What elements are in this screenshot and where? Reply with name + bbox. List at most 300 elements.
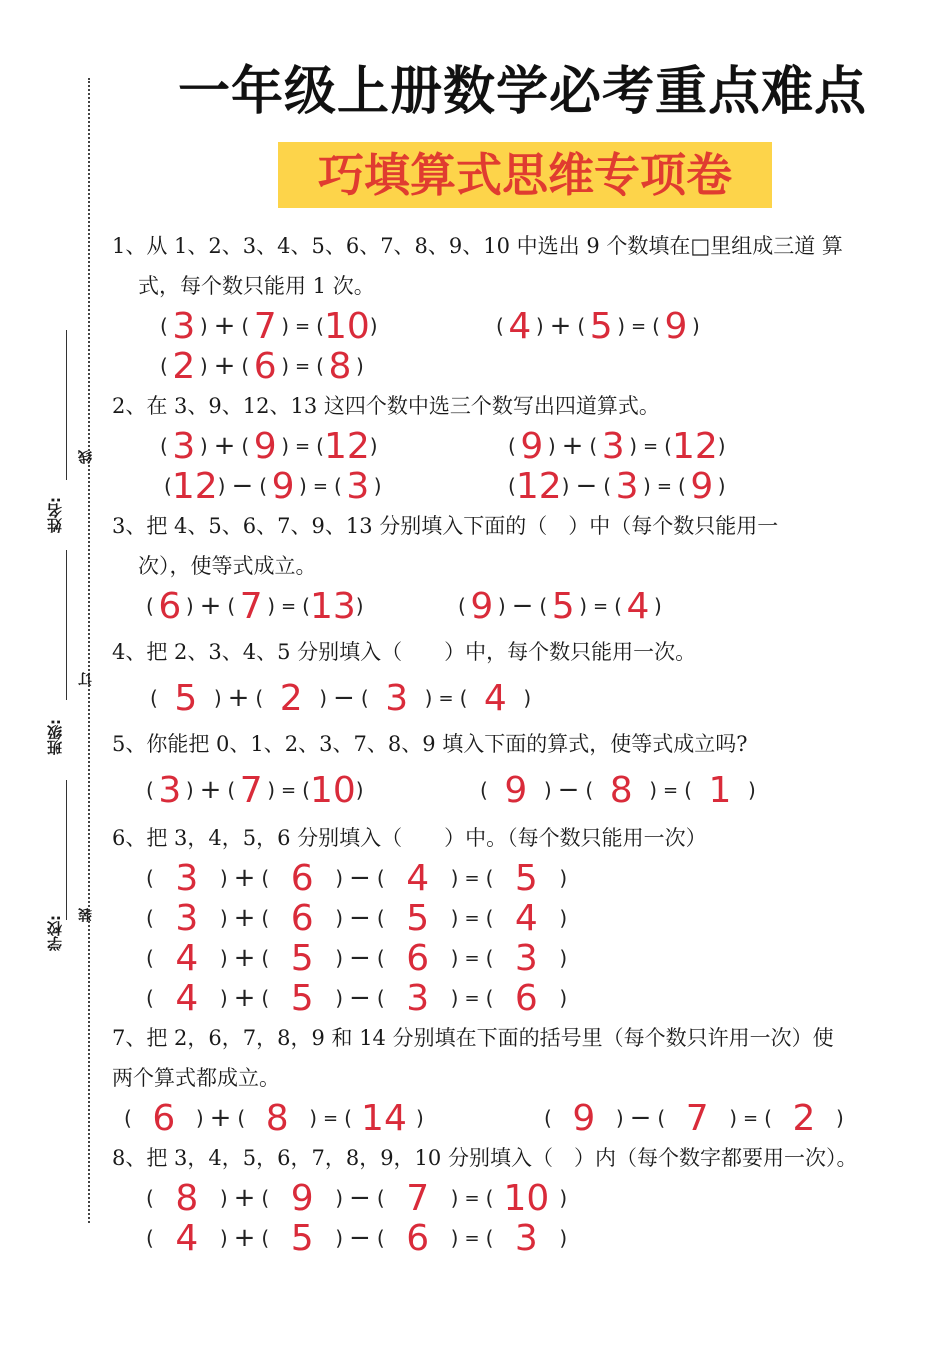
paren: ( (164, 474, 172, 498)
question-text-cont: 式，每个数只能用 1 次。 (138, 274, 375, 298)
equation (146, 584, 364, 628)
answer-value: 5 (290, 977, 314, 1019)
answer-value: 3 (175, 897, 199, 939)
answer-value: 8 (328, 345, 352, 387)
equation (480, 768, 756, 812)
class-label: 班级: (46, 719, 64, 755)
answer-value: 6 (290, 857, 314, 899)
operator: = (464, 867, 480, 889)
equation (544, 1096, 844, 1140)
paren: ( (764, 1106, 772, 1130)
paren: ) (199, 354, 208, 378)
paren: ) (835, 1106, 844, 1130)
paren: ( (376, 866, 385, 890)
answer-value: 9 (664, 305, 688, 347)
paren: ( (333, 474, 342, 498)
paren: ( (485, 1226, 494, 1250)
answer-value: 4 (514, 897, 538, 939)
answer-value: 7 (406, 1177, 430, 1219)
paren: ) (547, 434, 556, 458)
operator: = (323, 1107, 339, 1129)
paren: ( (508, 474, 516, 498)
equation (160, 304, 378, 348)
answer-value: 4 (175, 977, 199, 1019)
answer-value: 6 (406, 1217, 430, 1259)
operator: − (349, 1183, 371, 1213)
paren: ) (267, 594, 276, 618)
operator: + (233, 903, 256, 933)
operator: + (561, 431, 584, 461)
operator: + (227, 683, 250, 713)
answer-value: 4 (508, 305, 532, 347)
equation (146, 856, 567, 900)
question-8 (112, 1138, 932, 1178)
question-text: 8、把 3，4，5，6，7，8，9，10 分别填入（ ）内（每个数字都要用一次）。 (112, 1146, 858, 1170)
page-subtitle: 巧填算式思维专项卷 (318, 148, 732, 202)
paren: ( (146, 946, 154, 970)
operator: + (233, 983, 256, 1013)
answer-value: 9 (572, 1097, 596, 1139)
answer-value: 9 (690, 465, 714, 507)
paren: ( (376, 1226, 385, 1250)
answer-value: 6 (290, 897, 314, 939)
operator: + (213, 351, 236, 381)
operator: = (464, 1187, 480, 1209)
equation-row (0, 304, 950, 348)
paren: ) (450, 866, 459, 890)
paren: ( (614, 594, 622, 618)
answer-value: 3 (346, 465, 370, 507)
paren: ) (281, 354, 290, 378)
paren: ( (261, 1226, 270, 1250)
paren: ) (219, 866, 228, 890)
operator: = (295, 315, 311, 337)
mark-xian: 线 (78, 450, 94, 464)
equation (146, 1176, 567, 1220)
question-text: 5、你能把 0、1、2、3、7、8、9 填入下面的算式，使等式成立吗? (112, 732, 748, 756)
answer-value: 4 (626, 585, 650, 627)
equation-row (0, 976, 950, 1020)
answer-value: 8 (265, 1097, 289, 1139)
answer-value: 6 (406, 937, 430, 979)
mark-zhuang: 装 (78, 908, 94, 922)
paren: ( (146, 778, 154, 802)
answer-value: 3 (158, 769, 182, 811)
question-text: 4、把 2、3、4、5 分别填入（ ）中，每个数只能用一次。 (112, 640, 697, 664)
paren: ( (480, 778, 488, 802)
paren: ) (319, 686, 328, 710)
paren: ( (227, 778, 236, 802)
equation-row (0, 464, 950, 508)
paren: ) (559, 986, 568, 1010)
operator: − (349, 943, 371, 973)
paren: ) (281, 434, 290, 458)
paren: ) (523, 686, 532, 710)
equation-row (0, 584, 950, 628)
paren: ) (373, 474, 382, 498)
question-4 (112, 632, 912, 672)
paren: ( (316, 434, 324, 458)
equation (508, 424, 726, 468)
paren: ) (450, 1186, 459, 1210)
operator: − (333, 683, 355, 713)
answer-value: 3 (601, 425, 625, 467)
equation-row (0, 896, 950, 940)
operator: = (743, 1107, 759, 1129)
operator: + (213, 431, 236, 461)
question-1 (112, 226, 912, 306)
question-text: 6、把 3，4，5，6 分别填入（ ）中。（每个数只能用一次） (112, 826, 707, 850)
answer-value: 7 (239, 769, 263, 811)
operator: = (464, 947, 480, 969)
paren: ( (664, 434, 672, 458)
paren: ) (497, 594, 506, 618)
paren: ) (281, 314, 290, 338)
paren: ) (335, 866, 344, 890)
paren: ( (485, 946, 494, 970)
paren: ) (450, 946, 459, 970)
equation-row (0, 344, 950, 388)
paren: ) (355, 354, 364, 378)
answer-value: 1 (708, 769, 732, 811)
paren: ) (643, 474, 651, 498)
answer-value: 7 (253, 305, 277, 347)
paren: ) (615, 1106, 624, 1130)
paren: ( (146, 594, 154, 618)
answer-value: 6 (514, 977, 538, 1019)
paren: ) (219, 986, 228, 1010)
question-text-cont: 次），使等式成立。 (138, 554, 317, 578)
paren: ( (485, 906, 494, 930)
paren: ) (747, 778, 756, 802)
paren: ( (160, 434, 168, 458)
paren: ( (259, 474, 268, 498)
answer-value: 12 (171, 465, 218, 507)
paren: ) (355, 594, 364, 618)
answer-value: 5 (174, 677, 198, 719)
answer-value: 10 (503, 1177, 550, 1219)
equation-row (0, 936, 950, 980)
answer-value: 3 (615, 465, 639, 507)
answer-value: 5 (406, 897, 430, 939)
paren: ) (217, 474, 226, 498)
operator: + (233, 943, 256, 973)
paren: ( (241, 434, 250, 458)
paren: ( (227, 594, 236, 618)
paren: ) (415, 1106, 424, 1130)
operator: = (656, 475, 672, 497)
answer-value: 2 (279, 677, 303, 719)
paren: ) (185, 778, 194, 802)
paren: ( (241, 354, 250, 378)
paren: ( (261, 906, 270, 930)
paren: ) (559, 906, 568, 930)
operator: = (464, 907, 480, 929)
operator: − (557, 775, 580, 805)
answer-value: 12 (671, 425, 718, 467)
answer-value: 5 (290, 1217, 314, 1259)
operator: + (209, 1103, 232, 1133)
equation-row (0, 768, 950, 812)
equation (160, 424, 378, 468)
paren: ( (677, 474, 686, 498)
answer-value: 4 (483, 677, 507, 719)
paren: ( (124, 1106, 132, 1130)
paren: ( (261, 866, 270, 890)
equation-row (0, 424, 950, 468)
paren: ) (335, 946, 344, 970)
operator: = (464, 987, 480, 1009)
operator: − (575, 471, 598, 501)
operator: − (349, 1223, 371, 1253)
answer-value: 5 (514, 857, 538, 899)
question-2 (112, 386, 912, 426)
answer-value: 5 (290, 937, 314, 979)
paren: ( (485, 986, 494, 1010)
operator: = (312, 475, 328, 497)
paren: ) (617, 314, 626, 338)
answer-value: 5 (589, 305, 613, 347)
answer-value: 9 (253, 425, 277, 467)
paren: ) (629, 434, 638, 458)
paren: ( (585, 778, 594, 802)
paren: ( (376, 946, 385, 970)
paren: ) (185, 594, 194, 618)
answer-value: 2 (792, 1097, 816, 1139)
question-7 (112, 1018, 912, 1098)
paren: ( (376, 1186, 385, 1210)
paren: ( (603, 474, 612, 498)
paren: ) (195, 1106, 204, 1130)
operator: + (549, 311, 572, 341)
answer-value: 10 (323, 305, 370, 347)
paren: ( (684, 778, 692, 802)
paren: ) (450, 906, 459, 930)
question-text: 7、把 2，6，7，8，9 和 14 分别填在下面的括号里（每个数只许用一次）使 (112, 1026, 834, 1050)
paren: ) (199, 434, 208, 458)
question-text-cont: 两个算式都成立。 (112, 1066, 280, 1090)
paren: ) (559, 866, 568, 890)
paren: ( (508, 434, 516, 458)
equation (146, 936, 567, 980)
operator: = (438, 687, 454, 709)
paren: ) (691, 314, 700, 338)
answer-value: 12 (515, 465, 562, 507)
paren: ( (146, 1226, 154, 1250)
paren: ) (369, 434, 378, 458)
paren: ) (355, 778, 364, 802)
paren: ) (335, 986, 344, 1010)
operator: = (663, 779, 679, 801)
answer-value: 4 (175, 937, 199, 979)
paren: ) (219, 1186, 228, 1210)
mark-ding: 订 (78, 672, 94, 686)
answer-value: 13 (309, 585, 356, 627)
operator: − (629, 1103, 652, 1133)
operator: + (213, 311, 236, 341)
paren: ( (344, 1106, 352, 1130)
paren: ( (146, 866, 154, 890)
paren: ( (376, 986, 385, 1010)
operator: − (511, 591, 534, 621)
operator: + (199, 591, 222, 621)
paren: ) (199, 314, 208, 338)
equation (160, 344, 364, 388)
operator: = (281, 595, 297, 617)
paren: ( (261, 1186, 270, 1210)
operator: = (295, 435, 311, 457)
paren: ) (299, 474, 307, 498)
paren: ) (335, 906, 344, 930)
answer-value: 8 (175, 1177, 199, 1219)
paren: ( (459, 686, 468, 710)
equation (150, 676, 531, 720)
equation-row (0, 676, 950, 720)
answer-value: 6 (158, 585, 182, 627)
paren: ( (316, 314, 324, 338)
paren: ( (261, 946, 270, 970)
paren: ( (360, 686, 369, 710)
equation-row (0, 1216, 950, 1260)
paren: ) (335, 1186, 344, 1210)
paren: ( (652, 314, 660, 338)
question-text: 2、在 3、9、12、13 这四个数中选三个数写出四道算式。 (112, 394, 660, 418)
operator: = (593, 595, 609, 617)
paren: ( (458, 594, 466, 618)
answer-value: 9 (271, 465, 295, 507)
paren: ( (261, 986, 270, 1010)
paren: ( (496, 314, 504, 338)
answer-value: 3 (406, 977, 430, 1019)
answer-value: 6 (152, 1097, 176, 1139)
equation (508, 464, 726, 508)
answer-value: 8 (609, 769, 633, 811)
answer-value: 7 (685, 1097, 709, 1139)
answer-value: 9 (504, 769, 528, 811)
paren: ) (543, 778, 552, 802)
answer-value: 3 (514, 937, 538, 979)
paren: ( (302, 594, 310, 618)
paren: ( (255, 686, 264, 710)
paren: ) (729, 1106, 738, 1130)
paren: ) (450, 1226, 459, 1250)
paren: ) (369, 314, 378, 338)
paren: ( (302, 778, 310, 802)
answer-value: 4 (175, 1217, 199, 1259)
question-text: 3、把 4、5、6、7、9、13 分别填入下面的（ ）中（每个数只能用一 (112, 514, 779, 538)
operator: − (349, 863, 371, 893)
paren: ( (485, 866, 494, 890)
paren: ( (316, 354, 324, 378)
answer-value: 14 (361, 1097, 407, 1139)
paren: ) (450, 986, 459, 1010)
paren: ( (539, 594, 548, 618)
paren: ( (577, 314, 586, 338)
paren: ( (544, 1106, 552, 1130)
paren: ) (267, 778, 276, 802)
equation (146, 976, 567, 1020)
paren: ) (579, 594, 588, 618)
operator: + (233, 1183, 256, 1213)
paren: ) (649, 778, 658, 802)
subtitle-highlight (278, 142, 772, 208)
paren: ( (237, 1106, 246, 1130)
question-text: 1、从 1、2、3、4、5、6、7、8、9、10 中选出 9 个数填在□里组成三道 算 (112, 234, 843, 258)
operator: + (199, 775, 222, 805)
answer-value: 7 (239, 585, 263, 627)
paren: ) (219, 946, 228, 970)
operator: − (231, 471, 254, 501)
paren: ) (424, 686, 433, 710)
question-6 (112, 818, 912, 858)
paren: ) (559, 1186, 568, 1210)
paren: ( (160, 314, 168, 338)
answer-value: 3 (172, 305, 196, 347)
question-5 (112, 724, 912, 764)
paren: ( (160, 354, 168, 378)
paren: ) (561, 474, 570, 498)
name-label: 姓名: (46, 497, 64, 533)
paren: ( (589, 434, 598, 458)
paren: ( (150, 686, 158, 710)
operator: + (233, 1223, 256, 1253)
paren: ) (219, 906, 228, 930)
equation (458, 584, 662, 628)
paren: ) (309, 1106, 318, 1130)
answer-value: 3 (172, 425, 196, 467)
operator: = (295, 355, 311, 377)
paren: ( (657, 1106, 666, 1130)
equation (496, 304, 700, 348)
answer-value: 4 (406, 857, 430, 899)
answer-value: 6 (253, 345, 277, 387)
answer-value: 5 (551, 585, 575, 627)
binding-dotted-line (88, 78, 90, 1223)
paren: ( (485, 1186, 494, 1210)
answer-value: 3 (385, 677, 409, 719)
paren: ) (335, 1226, 344, 1250)
paren: ) (559, 1226, 568, 1250)
answer-value: 2 (172, 345, 196, 387)
paren: ( (146, 906, 154, 930)
equation-row (0, 1176, 950, 1220)
equation (164, 464, 382, 508)
equation (124, 1096, 424, 1140)
answer-value: 10 (309, 769, 356, 811)
paren: ( (146, 1186, 154, 1210)
paren: ) (219, 1226, 228, 1250)
paren: ) (717, 474, 726, 498)
paren: ) (653, 594, 662, 618)
paren: ) (535, 314, 544, 338)
operator: = (464, 1227, 480, 1249)
answer-value: 3 (514, 1217, 538, 1259)
equation (146, 896, 567, 940)
operator: + (233, 863, 256, 893)
paren: ) (717, 434, 726, 458)
answer-value: 3 (175, 857, 199, 899)
paren: ) (213, 686, 222, 710)
page-title: 一年级上册数学必考重点难点 (178, 62, 868, 122)
answer-value: 12 (323, 425, 370, 467)
operator: − (349, 903, 371, 933)
question-3 (112, 506, 912, 586)
operator: = (631, 315, 647, 337)
operator: = (281, 779, 297, 801)
equation (146, 1216, 567, 1260)
school-label: 学校: (46, 915, 64, 951)
paren: ) (559, 946, 568, 970)
